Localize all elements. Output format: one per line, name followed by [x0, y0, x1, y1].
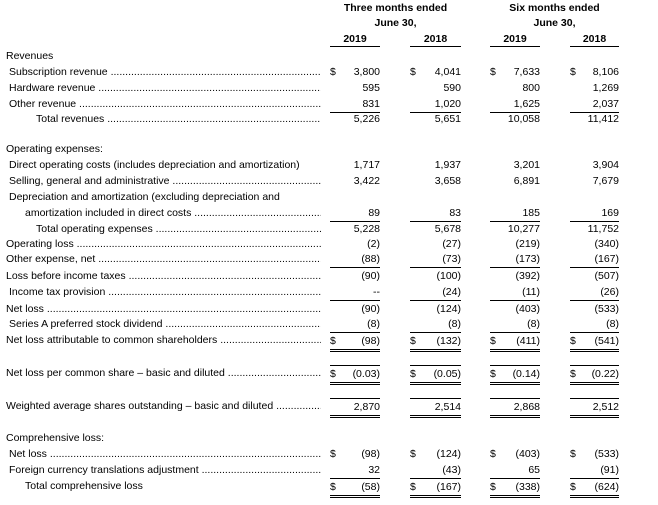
currency-symbol: $ — [330, 66, 336, 78]
amount: (124) — [436, 448, 461, 460]
amount: 169 — [601, 207, 619, 219]
value-cell — [490, 157, 540, 173]
value-cell — [570, 284, 619, 301]
amount: (340) — [594, 238, 619, 250]
row-label: Depreciation and amortization (excluding depreciation and — [9, 191, 280, 203]
table-row — [0, 221, 658, 237]
amount: 595 — [362, 82, 380, 94]
amount: (403) — [515, 303, 540, 315]
header-six-months-date: June 30, — [533, 17, 576, 29]
amount: 4,041 — [434, 66, 461, 78]
row-label: Other revenue ..... — [9, 96, 321, 112]
amount: 1,717 — [353, 159, 380, 171]
row-label: Hardware revenue ..... — [9, 80, 321, 96]
amount: (8) — [527, 318, 540, 330]
value-cell — [330, 446, 380, 462]
amount: (403) — [515, 448, 540, 460]
amount: (58) — [361, 481, 380, 493]
value-cell — [410, 64, 461, 80]
value-cell — [410, 462, 461, 479]
amount: 2,037 — [592, 98, 619, 110]
table-row — [0, 398, 658, 414]
value-cell — [570, 462, 619, 479]
value-cell — [570, 221, 619, 237]
value-cell — [410, 205, 461, 222]
value-cell — [410, 157, 461, 173]
table-row — [0, 111, 658, 127]
value-cell — [490, 316, 540, 333]
row-label: Net loss attributable to common shareholders ..... — [6, 332, 321, 348]
amount: 10,058 — [507, 113, 540, 125]
amount: (411) — [516, 335, 540, 347]
value-cell — [570, 446, 619, 462]
value-cell — [490, 446, 540, 462]
amount: (73) — [442, 253, 461, 265]
row-label: Total comprehensive loss — [25, 480, 143, 492]
currency-symbol: $ — [570, 335, 576, 347]
row-label: Weighted average shares outstanding – basic and diluted ..... — [6, 398, 321, 414]
amount: 8,106 — [592, 66, 619, 78]
amount: (2) — [367, 238, 380, 250]
amount: (27) — [442, 238, 461, 250]
amount: 3,904 — [592, 159, 619, 171]
amount: (173) — [515, 253, 540, 265]
row-label: Total revenues ..... — [36, 111, 321, 127]
header-three-months: Three months ended — [343, 2, 448, 14]
amount: (11) — [522, 286, 540, 298]
value-cell — [570, 365, 619, 385]
value-cell — [490, 284, 540, 301]
amount: (0.03) — [352, 368, 380, 380]
table-row — [0, 332, 658, 348]
amount: (533) — [594, 303, 619, 315]
amount: 5,226 — [353, 113, 380, 125]
value-cell — [410, 301, 461, 317]
amount: 5,678 — [434, 223, 461, 235]
amount: (0.05) — [433, 368, 461, 380]
amount: 1,937 — [434, 159, 461, 171]
row-label: Loss before income taxes ..... — [6, 268, 321, 284]
amount: 89 — [368, 207, 380, 219]
year-header: 2018 — [410, 33, 461, 47]
table-row — [0, 251, 658, 267]
row-label: Selling, general and administrative ..... — [9, 173, 321, 189]
amount: 83 — [449, 207, 461, 219]
amount: 3,800 — [353, 66, 380, 78]
value-cell — [330, 80, 380, 96]
currency-symbol: $ — [410, 368, 416, 380]
value-cell — [410, 173, 461, 189]
year-header: 2018 — [570, 33, 619, 47]
amount: 3,422 — [353, 175, 380, 187]
amount: (219) — [515, 238, 540, 250]
amount: (98) — [361, 335, 380, 347]
amount: (533) — [594, 448, 619, 460]
value-cell — [570, 268, 619, 284]
value-cell — [330, 316, 380, 333]
value-cell — [410, 332, 461, 352]
section-comprehensive-loss: Comprehensive loss: — [6, 432, 105, 444]
amount: (624) — [594, 481, 619, 493]
value-cell — [330, 301, 380, 317]
currency-symbol: $ — [490, 481, 496, 493]
value-cell — [490, 173, 540, 189]
value-cell — [330, 365, 380, 385]
year-header: 2019 — [330, 33, 380, 47]
amount: (100) — [436, 270, 461, 282]
value-cell — [330, 173, 380, 189]
table-row — [0, 173, 658, 189]
row-label: Other expense, net ..... — [6, 251, 321, 267]
value-cell — [570, 173, 619, 189]
value-cell — [490, 205, 540, 222]
amount: (43) — [442, 464, 461, 476]
value-cell — [330, 157, 380, 173]
row-label: Total operating expenses ..... — [36, 221, 321, 237]
amount: 1,625 — [513, 98, 540, 110]
currency-symbol: $ — [570, 66, 576, 78]
amount: (541) — [594, 335, 619, 347]
amount: 2,870 — [353, 401, 380, 413]
value-cell — [490, 64, 540, 80]
amount: (392) — [515, 270, 540, 282]
header-six-months: Six months ended — [509, 2, 600, 14]
value-cell — [410, 268, 461, 284]
value-cell — [490, 478, 540, 498]
value-cell — [490, 332, 540, 352]
table-row — [0, 316, 658, 332]
value-cell — [570, 236, 619, 252]
currency-symbol: $ — [570, 448, 576, 460]
value-cell — [330, 111, 380, 127]
amount: 590 — [443, 82, 461, 94]
value-cell — [490, 365, 540, 385]
value-cell — [330, 205, 380, 222]
value-cell — [330, 478, 380, 498]
amount: 6,891 — [513, 175, 540, 187]
currency-symbol: $ — [330, 335, 336, 347]
table-row — [0, 462, 658, 478]
row-label: Series A preferred stock dividend ..... — [9, 316, 321, 332]
value-cell — [570, 301, 619, 317]
value-cell — [330, 221, 380, 237]
value-cell — [410, 251, 461, 268]
amount: 185 — [522, 207, 540, 219]
row-label: Subscription revenue ..... — [9, 64, 321, 80]
value-cell — [410, 111, 461, 127]
value-cell — [570, 316, 619, 333]
amount: 11,752 — [587, 223, 619, 235]
value-cell — [570, 205, 619, 222]
currency-symbol: $ — [410, 335, 416, 347]
amount: (98) — [361, 448, 380, 460]
table-row — [0, 96, 658, 112]
row-label: Operating loss ..... — [6, 236, 321, 252]
amount: 1,020 — [434, 98, 461, 110]
value-cell — [490, 236, 540, 252]
table-row — [0, 236, 658, 252]
value-cell — [490, 462, 540, 479]
value-cell — [490, 111, 540, 127]
amount: 1,269 — [592, 82, 619, 94]
amount: (8) — [606, 318, 619, 330]
table-row — [0, 301, 658, 317]
amount: 32 — [368, 464, 380, 476]
value-cell — [330, 236, 380, 252]
row-label: Income tax provision ..... — [9, 284, 321, 300]
header-three-months-date: June 30, — [374, 17, 417, 29]
value-cell — [490, 398, 540, 418]
amount: (124) — [436, 303, 461, 315]
amount: 10,277 — [507, 223, 540, 235]
currency-symbol: $ — [490, 66, 496, 78]
amount: (167) — [594, 253, 619, 265]
value-cell — [410, 478, 461, 498]
year-header: 2019 — [490, 33, 540, 47]
value-cell — [330, 64, 380, 80]
currency-symbol: $ — [570, 368, 576, 380]
amount: (24) — [442, 286, 461, 298]
amount: (338) — [515, 481, 540, 493]
currency-symbol: $ — [410, 481, 416, 493]
value-cell — [330, 251, 380, 268]
row-label: Net loss ..... — [9, 446, 321, 462]
table-row — [0, 157, 658, 173]
value-cell — [410, 398, 461, 418]
value-cell — [330, 332, 380, 352]
value-cell — [490, 268, 540, 284]
amount: (0.22) — [591, 368, 619, 380]
value-cell — [570, 478, 619, 498]
value-cell — [490, 80, 540, 96]
currency-symbol: $ — [330, 448, 336, 460]
row-label: Direct operating costs (includes depreciation and amortization) — [9, 159, 300, 171]
amount: 3,658 — [434, 175, 461, 187]
value-cell — [330, 462, 380, 479]
value-cell — [570, 157, 619, 173]
value-cell — [410, 80, 461, 96]
amount: 2,514 — [434, 401, 461, 413]
table-row — [0, 189, 658, 205]
value-cell — [490, 301, 540, 317]
value-cell — [330, 284, 380, 301]
value-cell — [570, 80, 619, 96]
value-cell — [330, 398, 380, 418]
section-operating-expenses: Operating expenses: — [6, 143, 103, 155]
amount: 2,868 — [513, 401, 540, 413]
value-cell — [410, 236, 461, 252]
table-row — [0, 284, 658, 300]
row-label: Net loss per common share – basic and diluted ..... — [6, 365, 321, 381]
amount: 3,201 — [513, 159, 540, 171]
row-label: Foreign currency translations adjustment ..... — [9, 462, 321, 478]
table-row — [0, 268, 658, 284]
amount: 7,633 — [513, 66, 540, 78]
amount: 831 — [362, 98, 380, 110]
amount: (88) — [361, 253, 380, 265]
amount: 11,412 — [587, 113, 619, 125]
amount: (91) — [600, 464, 619, 476]
value-cell — [330, 268, 380, 284]
table-row — [0, 446, 658, 462]
currency-symbol: $ — [490, 335, 496, 347]
table-row — [0, 478, 658, 494]
currency-symbol: $ — [410, 66, 416, 78]
value-cell — [410, 446, 461, 462]
currency-symbol: $ — [330, 368, 336, 380]
value-cell — [410, 284, 461, 301]
table-row — [0, 80, 658, 96]
amount: (90) — [361, 270, 380, 282]
section-revenues: Revenues — [6, 50, 54, 62]
amount: 2,512 — [592, 401, 619, 413]
table-row — [0, 365, 658, 381]
amount: 5,651 — [434, 113, 461, 125]
amount: 800 — [522, 82, 540, 94]
amount: (507) — [594, 270, 619, 282]
table-row — [0, 205, 658, 221]
amount: -- — [373, 286, 380, 298]
value-cell — [570, 64, 619, 80]
amount: (132) — [436, 335, 461, 347]
value-cell — [410, 365, 461, 385]
currency-symbol: $ — [570, 481, 576, 493]
amount: (26) — [600, 286, 619, 298]
currency-symbol: $ — [410, 448, 416, 460]
value-cell — [490, 221, 540, 237]
currency-symbol: $ — [490, 448, 496, 460]
amount: (90) — [361, 303, 380, 315]
value-cell — [570, 332, 619, 352]
table-row — [0, 64, 658, 80]
amount: 5,228 — [353, 223, 380, 235]
value-cell — [570, 111, 619, 127]
row-label: amortization included in direct costs ..... — [25, 205, 321, 221]
amount: 65 — [528, 464, 540, 476]
currency-symbol: $ — [490, 368, 496, 380]
value-cell — [570, 398, 619, 418]
row-label: Net loss ..... — [6, 301, 321, 317]
value-cell — [570, 251, 619, 268]
value-cell — [410, 316, 461, 333]
value-cell — [410, 221, 461, 237]
currency-symbol: $ — [330, 481, 336, 493]
amount: 7,679 — [592, 175, 619, 187]
amount: (8) — [367, 318, 380, 330]
value-cell — [490, 251, 540, 268]
amount: (167) — [436, 481, 461, 493]
amount: (8) — [448, 318, 461, 330]
amount: (0.14) — [512, 368, 540, 380]
